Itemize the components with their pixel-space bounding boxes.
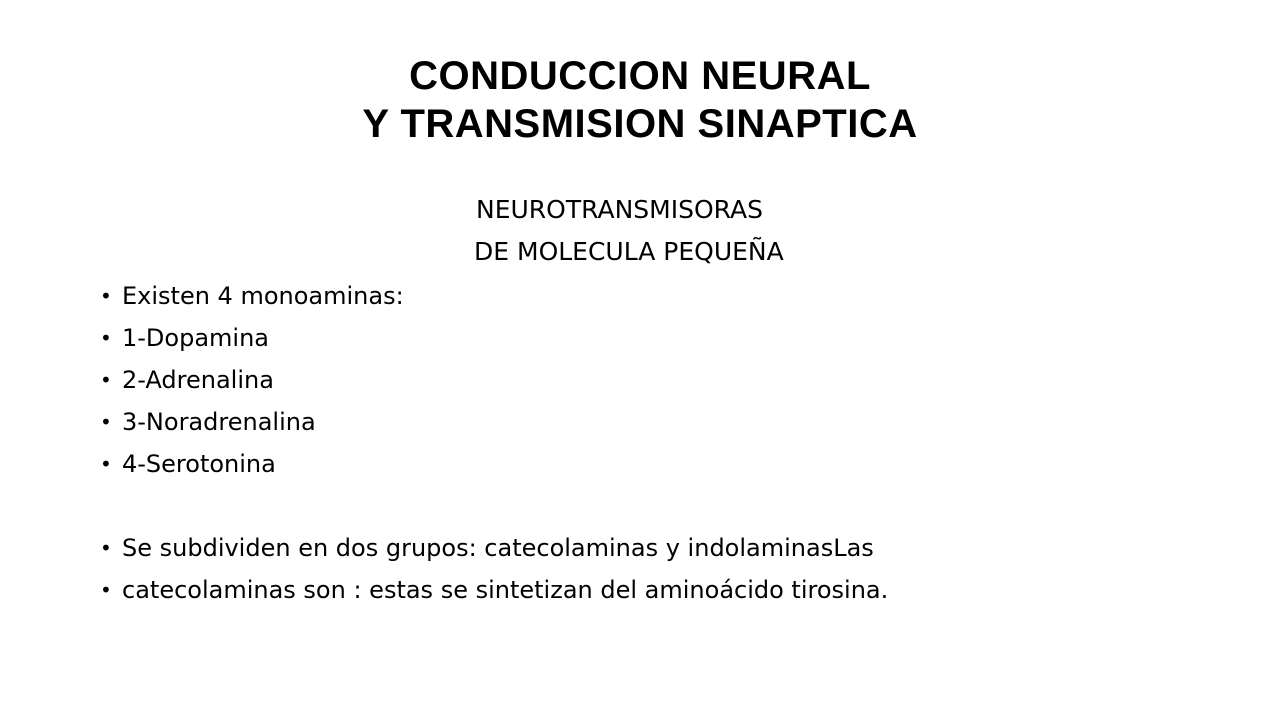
bullet-list (100, 275, 888, 611)
list-item (100, 443, 888, 485)
list-item (100, 275, 888, 317)
subtitle-line-2: DE MOLECULA PEQUEÑA (474, 237, 784, 266)
title-line-2: Y TRANSMISION SINAPTICA (362, 102, 918, 146)
list-item (100, 569, 888, 611)
list-item-text: 1-Dopamina (122, 324, 269, 352)
list-item (100, 359, 888, 401)
bullet-icon: • (100, 410, 112, 434)
bullet-icon: • (100, 284, 112, 308)
bullet-icon: • (100, 326, 112, 350)
bullet-icon: • (100, 452, 112, 476)
list-item-text: 4-Serotonina (122, 450, 276, 478)
list-item (100, 317, 888, 359)
bullet-icon: • (100, 536, 112, 560)
list-item-text: catecolaminas son : estas se sintetizan del aminoácido tirosina. (122, 576, 889, 604)
bullet-icon: • (100, 368, 112, 392)
title-line-1: CONDUCCION NEURAL (409, 54, 871, 98)
list-item-text: Existen 4 monoaminas: (122, 282, 404, 310)
list-item-text: 3-Noradrenalina (122, 408, 316, 436)
subtitle-line-1: NEUROTRANSMISORAS (476, 195, 763, 224)
bullet-icon: • (100, 578, 112, 602)
slide-title (0, 52, 1280, 148)
list-item-text: Se subdividen en dos grupos: catecolaminas y indolaminasLas (122, 534, 874, 562)
list-spacer (100, 485, 888, 527)
list-item-text: 2-Adrenalina (122, 366, 274, 394)
list-item (100, 401, 888, 443)
list-item (100, 527, 888, 569)
